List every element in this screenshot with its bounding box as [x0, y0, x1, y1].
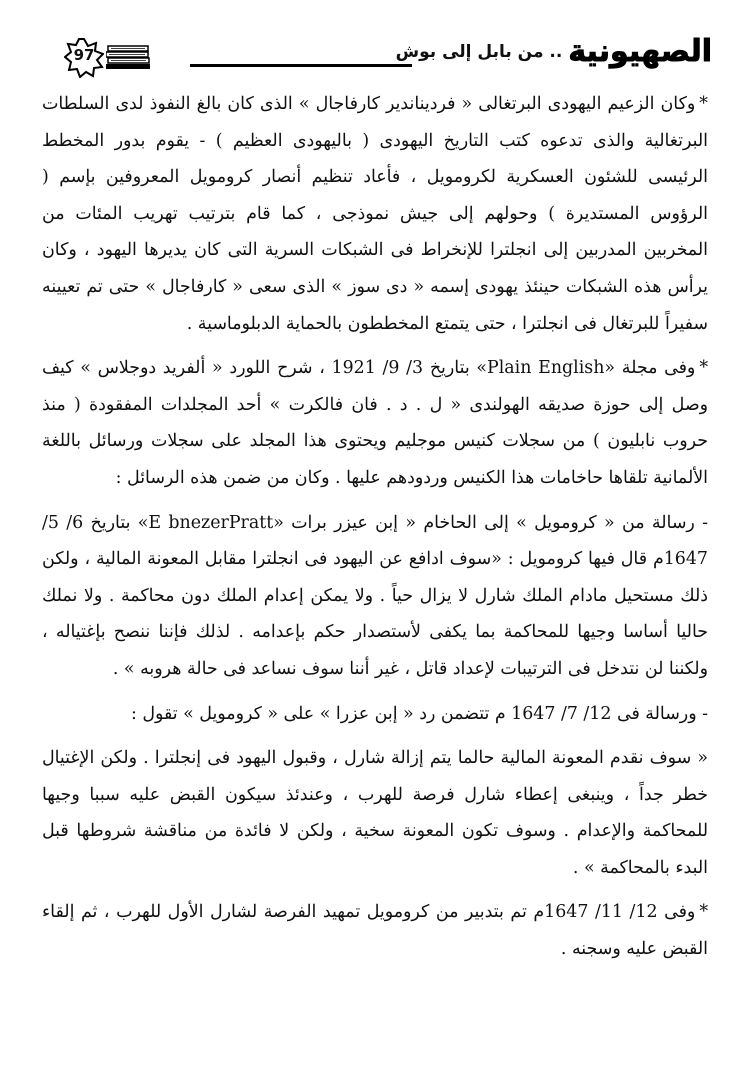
paragraph-text: وفى 12/ 11/ 1647م تم بتدبير من كرومويل تمهيد الفرصة لشارل الأول للهرب ، ثم إلقاء القبض عليه وسجنه . — [42, 902, 708, 960]
books-icon — [106, 44, 150, 70]
paragraph — [42, 894, 708, 967]
book-title: الصهيونية — [568, 34, 712, 69]
page-body — [42, 86, 708, 968]
page-header — [40, 28, 712, 82]
paragraph-text: « سوف نقدم المعونة المالية حالما يتم إزالة شارل ، وقبول اليهود فى إنجلترا . ولكن الإغتيال خطر جداً ، وينبغى إعطاء شارل فرصة للهرب ، وعندئذ سيكون القبض عليه سببا وجيها للمحاكمة والإعدام . وسوف تكون المعونة سخية ، ولكن لا فائدة من مناقشة شروطها قبل البدء بالمحاكمة » . — [42, 748, 708, 878]
paragraph — [42, 505, 708, 688]
paragraph — [42, 740, 708, 886]
paragraph — [42, 350, 708, 496]
paragraph — [42, 696, 708, 733]
paragraph-marker: * — [699, 94, 708, 114]
paragraph-marker: * — [699, 902, 709, 923]
book-subtitle: .. من بابل إلى بوش — [395, 42, 563, 62]
paragraph-text: وكان الزعيم اليهودى البرتغالى « فرديناندير كارفاجال » الذى كان بالغ النفوذ لدى السلطات البرتغالية والذى تدعوه كتب التاريخ اليهودى ( باليهودى العظيم ) - يقوم بدور المخطط الرئيسى للشئون العسكرية لكرومويل ، فأعاد تنظيم أنصار كرومويل المعروفين بإسم ( الرؤوس المستديرة ) وحولهم إلى جيش نموذجى ، كما قام بترتيب تهريب المئات من المخربين المدربين إلى انجلترا للإنخراط فى الشبكات السرية التى كان يديرها اليهود ، وكان يرأس هذه الشبكات حينئذ يهودى إسمه « دى سوز » الذى سعى « كارفاجال » حتى تم تعيينه سفيراً للبرتغال فى انجلترا ، حتى يتمتع المخططون بالحماية الدبلوماسية . — [42, 94, 708, 334]
paragraph-marker: * — [699, 358, 709, 379]
paragraph-text: - رسالة من « كرومويل » إلى الحاخام « إبن عيزر برات «E bnezerPratt» بتاريخ 6/ 5/ 1647م قال فيها كرومويل : «سوف ادافع عن اليهود فى انجلترا مقابل المعونة المالية ، ولكن ذلك مستحيل مادام الملك شارل لا يزال حياً . ولا يمكن إعدام الملك دون محاكمة . ولا نملك حاليا أساسا وجيها للمحاكمة بما يكفى لأستصدار حكم بإعدامه . لذلك فإننا ننصح بإغتياله ، ولكننا لن نتدخل فى الترتيبات لإعداد قاتل ، غير أننا سوف نساعد فى حالة هروبه » . — [42, 512, 708, 679]
paragraph — [42, 86, 708, 342]
page-number: 97 — [73, 46, 95, 64]
header-rule — [190, 64, 412, 67]
page-number-badge — [64, 38, 104, 78]
paragraph-text: وفى مجلة «Plain English» بتاريخ 3/ 9/ 1921 ، شرح اللورد « ألفريد دوجلاس » كيف وصل إلى حوزة صديقه الهولندى « ل . د . فان فالكرت » أحد المجلدات المفقودة ( منذ حروب نابليون ) من سجلات كنيس موجليم ويحتوى هذا المجلد على سجلات ورسائل باللغة الألمانية تلقاها حاخامات هذا الكنيس وردودهم عليها . وكان من ضمن هذه الرسائل : — [42, 358, 708, 488]
paragraph-text: - ورسالة فى 12/ 7/ 1647 م تتضمن رد « إبن عزرا » على « كرومويل » تقول : — [130, 703, 708, 724]
running-title — [396, 32, 712, 72]
